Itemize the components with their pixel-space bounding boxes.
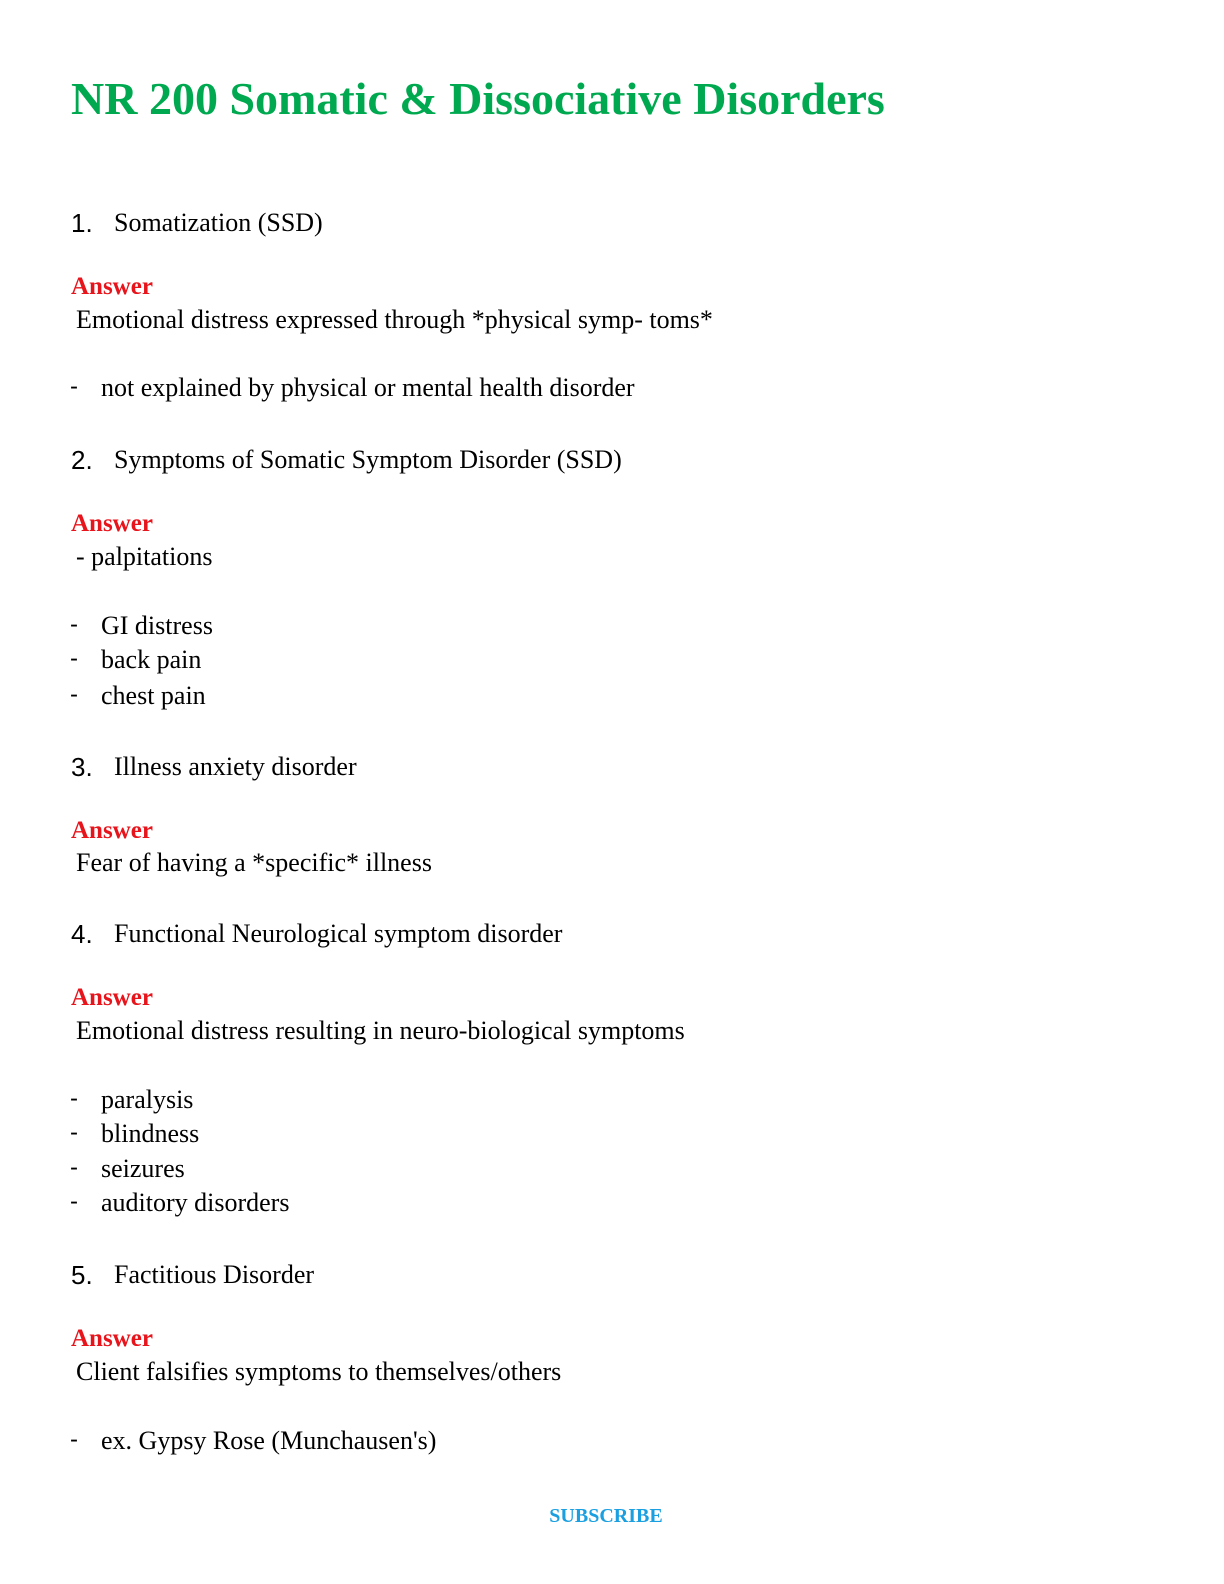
answer-text: Emotional distress expressed through *physical symp- toms*	[76, 305, 713, 334]
question-number: 5.	[71, 1260, 93, 1290]
bullet-item: auditory disorders	[101, 1188, 290, 1217]
answer-label: Answer	[71, 984, 153, 1011]
answer-text: Emotional distress resulting in neuro-biological symptoms	[76, 1016, 685, 1045]
answer-label: Answer	[71, 1325, 153, 1352]
answer-text: Client falsifies symptoms to themselves/others	[76, 1357, 562, 1386]
bullet-dash: -	[70, 1119, 78, 1146]
bullet-dash: -	[70, 611, 78, 638]
bullet-item: back pain	[101, 645, 202, 674]
question-text: Symptoms of Somatic Symptom Disorder (SSD)	[114, 445, 622, 474]
answer-label: Answer	[71, 817, 153, 844]
question-number: 3.	[71, 752, 93, 782]
bullet-dash: -	[70, 1085, 78, 1112]
question-text: Somatization (SSD)	[114, 208, 323, 237]
answer-text: Fear of having a *specific* illness	[76, 848, 432, 877]
bullet-item: not explained by physical or mental health disorder	[101, 373, 635, 402]
bullet-item: seizures	[101, 1154, 185, 1183]
bullet-dash: -	[70, 1426, 78, 1453]
bullet-dash: -	[70, 373, 78, 400]
bullet-dash: -	[70, 681, 78, 708]
bullet-item: blindness	[101, 1119, 200, 1148]
bullet-item: GI distress	[101, 611, 213, 640]
subscribe-link[interactable]: SUBSCRIBE	[549, 1505, 663, 1527]
bullet-item: ex. Gypsy Rose (Munchausen's)	[101, 1426, 437, 1455]
question-text: Functional Neurological symptom disorder	[114, 919, 563, 948]
question-number: 4.	[71, 919, 93, 949]
question-number: 2.	[71, 445, 93, 475]
bullet-dash: -	[70, 645, 78, 672]
question-text: Illness anxiety disorder	[114, 752, 357, 781]
bullet-dash: -	[70, 1188, 78, 1215]
answer-label: Answer	[71, 510, 153, 537]
question-number: 1.	[71, 208, 93, 238]
answer-text: - palpitations	[76, 542, 213, 571]
question-text: Factitious Disorder	[114, 1260, 315, 1289]
page-title: NR 200 Somatic & Dissociative Disorders	[71, 73, 885, 124]
bullet-item: paralysis	[101, 1085, 194, 1114]
bullet-item: chest pain	[101, 681, 206, 710]
bullet-dash: -	[70, 1154, 78, 1181]
answer-label: Answer	[71, 273, 153, 300]
